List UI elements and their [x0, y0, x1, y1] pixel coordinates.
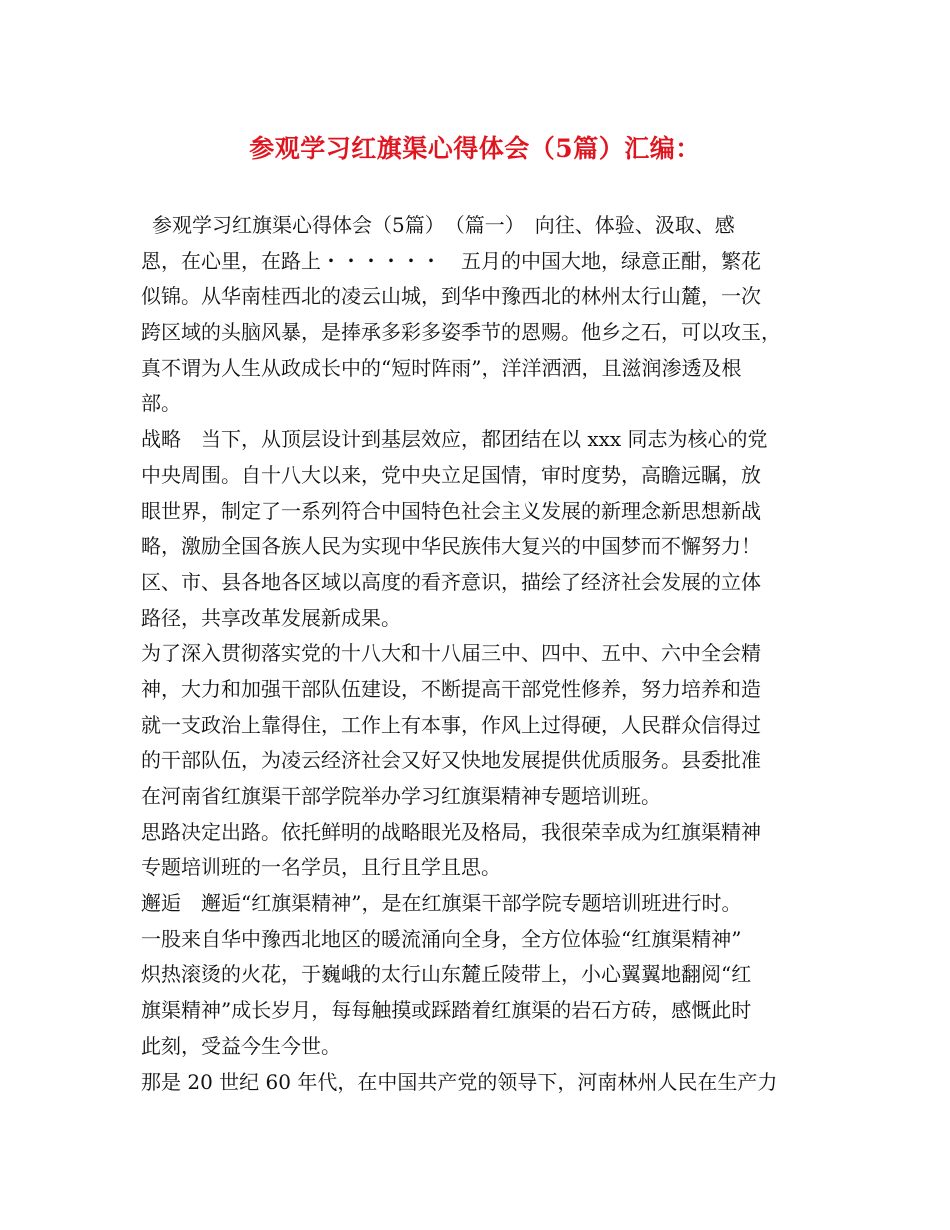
text-line: 中央周围。自十八大以来，党中央立足国情，审时度势，高瞻远瞩，放 [141, 462, 761, 487]
text-line: 此刻，受益今生今世。 [141, 1033, 341, 1058]
text-line: 眼世界，制定了一系列符合中国特色社会主义发展的新理念新思想新战 [141, 498, 761, 523]
text-line: 路径，共享改革发展新成果。 [141, 605, 401, 630]
text-line: 的干部队伍，为凌云经济社会又好又快地发展提供优质服务。县委批准 [141, 748, 761, 773]
text-line: 思路决定出路。依托鲜明的战略眼光及格局，我很荣幸成为红旗渠精神 [141, 819, 761, 844]
text-line: 战略 当下，从顶层设计到基层效应，都团结在以 xxx 同志为核心的党 [141, 427, 768, 452]
text-line: 略，激励全国各族人民为实现中华民族伟大复兴的中国梦而不懈努力！ [141, 534, 761, 559]
text-line: 邂逅 邂逅“红旗渠精神”，是在红旗渠干部学院专题培训班进行时。 [141, 891, 742, 916]
text-line: 神，大力和加强干部队伍建设，不断提高干部党性修养，努力培养和造 [141, 676, 761, 701]
text-line: 部。 [141, 391, 181, 416]
document-title: 参观学习红旗渠心得体会（5篇）汇编： [249, 134, 701, 163]
text-line: 就一支政治上靠得住，工作上有本事，作风上过得硬，人民群众信得过 [141, 712, 761, 737]
text-line: 真不谓为人生从政成长中的“短时阵雨”，洋洋洒洒，且滋润渗透及根 [141, 355, 742, 380]
text-line: 炽热滚烫的火花，于巍峨的太行山东麓丘陵带上，小心翼翼地翻阅“红 [141, 962, 752, 987]
text-line: 在河南省红旗渠干部学院举办学习红旗渠精神专题培训班。 [141, 784, 661, 808]
text-line: 专题培训班的一名学员，且行且学且思。 [141, 855, 501, 880]
document-body [141, 208, 821, 1100]
text-line: 一股来自华中豫西北地区的暖流涌向全身，全方位体验“红旗渠精神” [141, 926, 742, 951]
text-line: 那是 20 世纪 60 年代，在中国共产党的领导下，河南林州人民在生产力 [141, 1069, 778, 1094]
text-line: 似锦。从华南桂西北的凌云山城，到华中豫西北的林州太行山麓，一次 [141, 284, 761, 309]
text-line: 恩，在心里，在路上・・・・・・ 五月的中国大地，绿意正酣，繁花 [141, 248, 761, 273]
text-line: 参观学习红旗渠心得体会（5篇） （篇一） 向往、体验、汲取、感 [152, 213, 735, 237]
text-line: 区、市、县各地各区域以高度的看齐意识，描绘了经济社会发展的立体 [141, 569, 761, 594]
text-line: 旗渠精神”成长岁月，每每触摸或踩踏着红旗渠的岩石方砖，感慨此时 [141, 998, 752, 1023]
text-line: 为了深入贯彻落实党的十八大和十八届三中、四中、五中、六中全会精 [141, 641, 761, 666]
text-line: 跨区域的头脑风暴，是捧承多彩多姿季节的恩赐。他乡之石，可以攻玉， [141, 320, 781, 345]
